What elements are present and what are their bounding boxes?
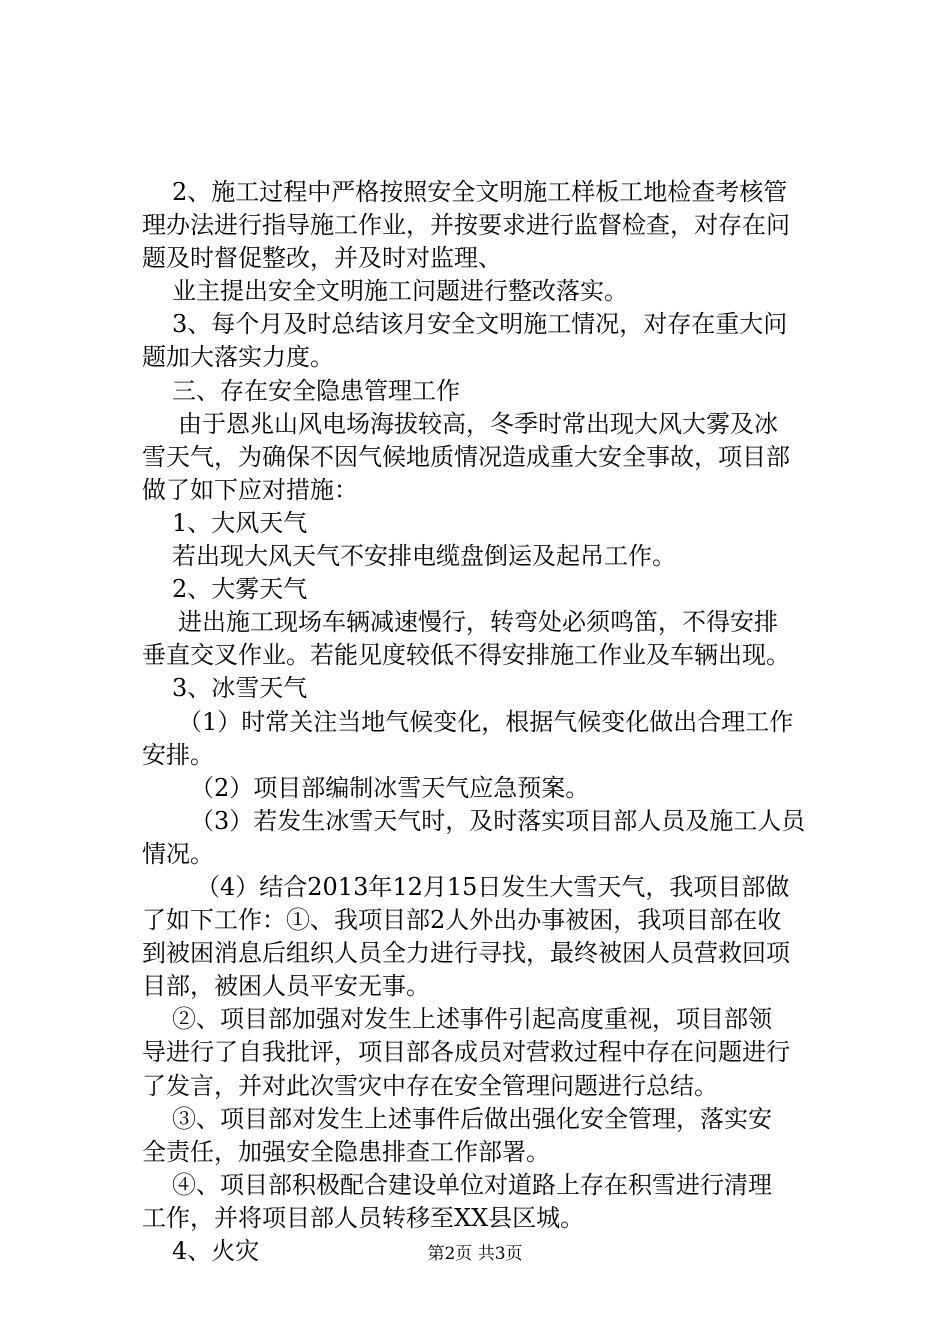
section-heading: 三、存在安全隐患管理工作 xyxy=(172,376,460,405)
text-line: 进出施工现场车辆减速慢行，转弯处必须鸣笛，不得安排 xyxy=(178,608,778,637)
text-line: 到被困消息后组织人员全力进行寻找，最终被困人员营救回项 xyxy=(142,939,790,968)
text-line: 题加大落实力度。 xyxy=(142,343,334,372)
text-line: （4）结合2013年12月15日发生大雪天气，我项目部做 xyxy=(196,872,790,901)
subsection-heading: 2、大雾天气 xyxy=(172,575,308,604)
text-line: ②、项目部加强对发生上述事件引起高度重视，项目部领 xyxy=(172,1005,772,1034)
document-body xyxy=(142,176,832,1268)
text-line: 工作，并将项目部人员转移至XX县区城。 xyxy=(142,1203,585,1232)
text-line: ④、项目部积极配合建设单位对道路上存在积雪进行清理 xyxy=(172,1170,772,1199)
text-line: 雪天气，为确保不因气候地质情况造成重大安全事故，项目部 xyxy=(142,442,790,471)
subsection-heading: 4、火灾 xyxy=(172,1237,260,1265)
text-line: （1）时常关注当地气候变化，根据气候变化做出合理工作 xyxy=(178,707,794,736)
text-line: 情况。 xyxy=(142,839,214,868)
text-line: 业主提出安全文明施工问题进行整改落实。 xyxy=(172,277,628,306)
text-line: 了发言，并对此次雪灾中存在安全管理问题进行总结。 xyxy=(142,1071,718,1100)
text-line: 若出现大风天气不安排电缆盘倒运及起吊工作。 xyxy=(172,542,676,571)
text-line: 2、施工过程中严格按照安全文明施工样板工地检查考核管 xyxy=(172,178,788,206)
text-line: 3、每个月及时总结该月安全文明施工情况，对存在重大问 xyxy=(172,310,788,339)
text-line: 题及时督促整改，并及时对监理、 xyxy=(142,244,502,273)
text-line: 理办法进行指导施工作业，并按要求进行监督检查，对存在问 xyxy=(142,211,790,240)
text-line: 全责任，加强安全隐患排查工作部署。 xyxy=(142,1137,550,1166)
text-line: 导进行了自我批评，项目部各成员对营救过程中存在问题进行 xyxy=(142,1038,790,1067)
text-line: （2）项目部编制冰雪天气应急预案。 xyxy=(190,773,590,802)
text-line: 了如下工作：①、我项目部2人外出办事被困，我项目部在收 xyxy=(142,906,782,935)
text-line: 由于恩兆山风电场海拔较高，冬季时常出现大风大雾及冰 xyxy=(178,409,778,438)
subsection-heading: 1、大风天气 xyxy=(172,508,308,537)
text-line: 垂直交叉作业。若能见度较低不得安排施工作业及车辆出现。 xyxy=(142,641,790,670)
text-line: （3）若发生冰雪天气时，及时落实项目部人员及施工人员 xyxy=(190,806,806,835)
text-line: 目部，被困人员平安无事。 xyxy=(142,972,430,1001)
text-line: 安排。 xyxy=(142,740,214,769)
text-line: ③、项目部对发生上述事件后做出强化安全管理，落实安 xyxy=(172,1104,772,1133)
text-line: 做了如下应对措施： xyxy=(142,475,358,504)
page-number-footer: 第2页 共3页 xyxy=(427,1244,523,1264)
subsection-heading: 3、冰雪天气 xyxy=(172,674,308,703)
